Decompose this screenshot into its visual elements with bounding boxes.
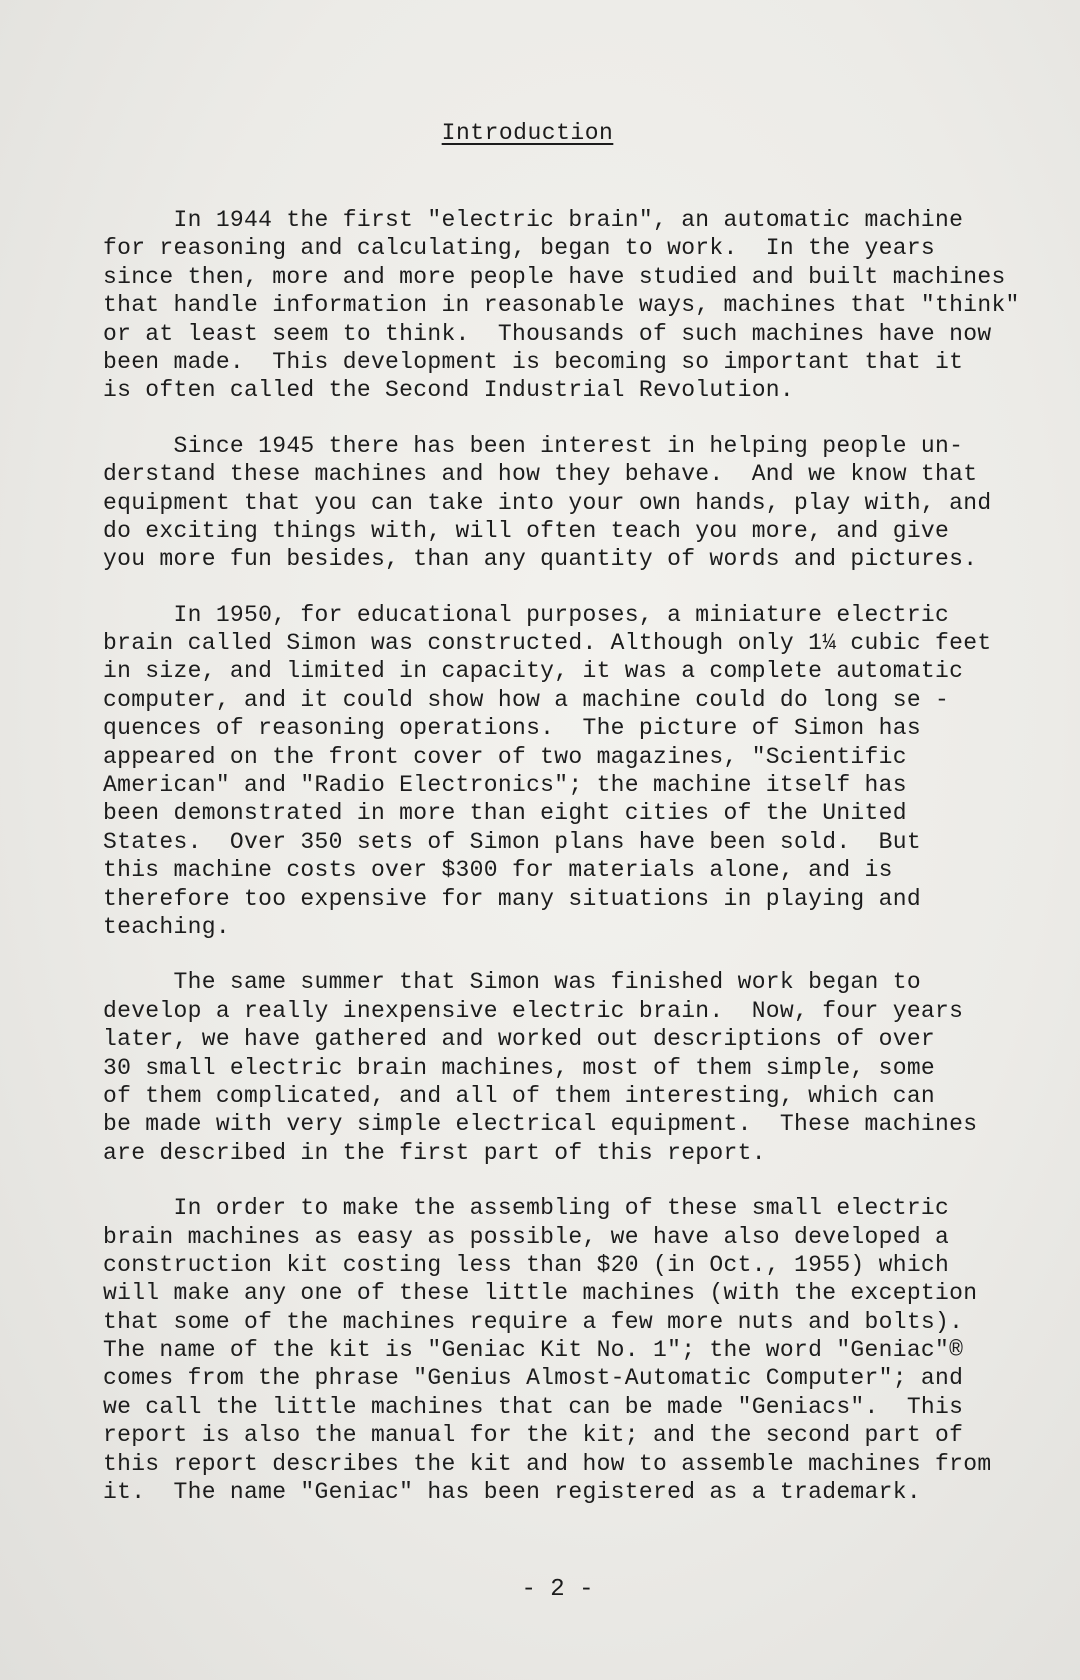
page-title: Introduction <box>441 120 614 146</box>
text-line: American" and "Radio Electronics"; the machine itself has <box>103 772 907 799</box>
text-line: you more fun besides, than any quantity of words and pictures. <box>103 546 978 573</box>
paragraph <box>103 206 1020 405</box>
text-line: quences of reasoning operations. The picture of Simon has <box>103 715 921 742</box>
text-line: do exciting things with, will often teach you more, and give <box>103 517 950 544</box>
text-line: Since 1945 there has been interest in helping people un- <box>103 432 964 459</box>
text-line: brain machines as easy as possible, we have also developed a <box>103 1223 950 1250</box>
text-line: comes from the phrase "Genius Almost-Automatic Computer"; and <box>103 1365 964 1392</box>
text-line: or at least seem to think. Thousands of such machines have now <box>103 320 992 347</box>
text-line: brain called Simon was constructed. Although only 1¼ cubic feet <box>103 630 992 657</box>
text-line: in size, and limited in capacity, it was a complete automatic <box>103 658 964 685</box>
text-line: equipment that you can take into your own hands, play with, and <box>103 489 992 516</box>
text-line: been made. This development is becoming so important that it <box>103 348 964 375</box>
text-line: derstand these machines and how they behave. And we know that <box>103 461 978 488</box>
text-line: that some of the machines require a few more nuts and bolts). <box>103 1308 964 1335</box>
text-line: In order to make the assembling of these small electric <box>103 1195 950 1222</box>
page-number: - 2 - <box>521 1576 594 1603</box>
text-line: The name of the kit is "Geniac Kit No. 1"; the word "Geniac"® <box>103 1337 964 1364</box>
paragraph <box>103 1194 993 1506</box>
paragraph <box>103 601 993 942</box>
text-line: of them complicated, and all of them interesting, which can <box>103 1082 936 1109</box>
text-line: been demonstrated in more than eight cities of the United <box>103 800 907 827</box>
text-line: In 1950, for educational purposes, a miniature electric <box>103 601 950 628</box>
text-line: since then, more and more people have studied and built machines <box>103 263 1006 290</box>
paragraph <box>103 432 993 574</box>
paragraph <box>103 968 993 1167</box>
text-line: for reasoning and calculating, began to work. In the years <box>103 235 936 262</box>
text-line: teaching. <box>103 913 230 940</box>
text-line: appeared on the front cover of two magazines, "Scientific <box>103 743 907 770</box>
text-line: will make any one of these little machines (with the exception <box>103 1280 978 1307</box>
text-line: later, we have gathered and worked out descriptions of over <box>103 1026 936 1053</box>
body-text <box>103 206 1020 1533</box>
text-line: we call the little machines that can be made "Geniacs". This <box>103 1393 964 1420</box>
text-line: In 1944 the first "electric brain", an automatic machine <box>103 207 964 233</box>
text-line: report is also the manual for the kit; and the second part of <box>103 1422 964 1449</box>
text-line: develop a really inexpensive electric brain. Now, four years <box>103 997 964 1024</box>
text-line: 30 small electric brain machines, most of them simple, some <box>103 1054 936 1081</box>
text-line: are described in the first part of this report. <box>103 1139 766 1166</box>
text-line: it. The name "Geniac" has been registered as a trademark. <box>103 1479 921 1506</box>
text-line: that handle information in reasonable ways, machines that "think" <box>103 292 1020 319</box>
text-line: construction kit costing less than $20 (in Oct., 1955) which <box>103 1251 950 1278</box>
text-line: be made with very simple electrical equipment. These machines <box>103 1111 978 1138</box>
text-line: The same summer that Simon was finished work began to <box>103 969 921 996</box>
text-line: therefore too expensive for many situations in playing and <box>103 885 921 912</box>
text-line: is often called the Second Industrial Revolution. <box>103 377 795 404</box>
text-line: States. Over 350 sets of Simon plans have been sold. But <box>103 828 921 855</box>
text-line: this machine costs over $300 for materials alone, and is <box>103 857 893 884</box>
text-line: this report describes the kit and how to assemble machines from <box>103 1450 992 1477</box>
text-line: computer, and it could show how a machine could do long se - <box>103 686 950 713</box>
